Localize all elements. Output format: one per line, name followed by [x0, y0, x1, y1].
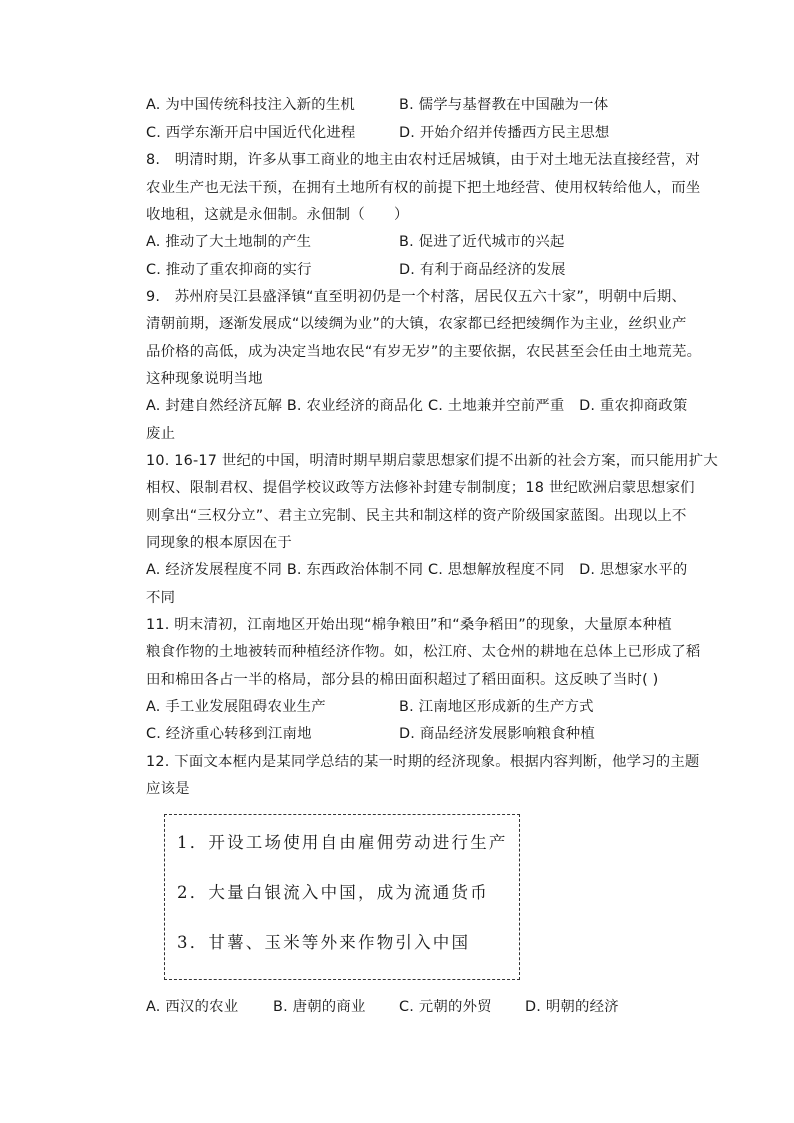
- q12-stem-line: 12. 下面文本框内是某同学总结的某一时期的经济现象。根据内容判断，他学习的主题: [146, 754, 700, 770]
- q11-option-a: A. 手工业发展阻碍农业生产: [146, 699, 326, 715]
- q10-stem-line: 10. 16-17 世纪的中国，明清时期早期启蒙思想家们提不出新的社会方案，而只能用扩大: [146, 453, 718, 469]
- q12-option-d: D. 明朝的经济: [525, 999, 619, 1015]
- q8-stem-line: 8. 明清时期，许多从事工商业的地主由农村迁居城镇，由于对土地无法直接经营，对: [146, 152, 700, 168]
- q9-stem-line: 清朝前期，逐渐发展成“以绫绸为业”的大镇，农家都已经把绫绸作为主业，丝织业产: [146, 316, 687, 332]
- q11-stem-line: 田和棉田各占一半的格局，部分县的棉田面积超过了稻田面积。这反映了当时( ): [146, 672, 659, 688]
- text-box-item: 1．开设工场使用自由雇佣劳动进行生产: [177, 833, 508, 852]
- text-box-item: 3．甘薯、玉米等外来作物引入中国: [177, 933, 471, 952]
- q11-stem-line: 11. 明末清初，江南地区开始出现“棉争粮田”和“桑争稻田”的现象，大量原本种植: [146, 617, 672, 633]
- q7-option-c: C. 西学东渐开启中国近代化进程: [146, 125, 356, 141]
- q12-stem-line: 应该是: [146, 781, 190, 797]
- q9-stem-line: 9. 苏州府吴江县盛泽镇“直至明初仍是一个村落，居民仅五六十家”，明朝中后期、: [146, 289, 687, 305]
- q9-stem-line: 品价格的高低，成为决定当地农民“有岁无岁”的主要依据，农民甚至会任由土地荒芜。: [146, 344, 702, 360]
- q10-options-line: A. 经济发展程度不同 B. 东西政治体制不同 C. 思想解放程度不同 D. 思想家水平的: [146, 562, 688, 578]
- q8-option-d: D. 有利于商品经济的发展: [399, 262, 566, 278]
- q10-options-line: 不同: [146, 590, 176, 606]
- q8-option-a: A. 推动了大土地制的产生: [146, 234, 312, 250]
- q12-option-c: C. 元朝的外贸: [399, 999, 492, 1015]
- q10-stem-line: 则拿出“三权分立”、君主立宪制、民主共和制这样的资产阶级国家蓝图。出现以上不: [146, 508, 687, 524]
- q10-stem-line: 同现象的根本原因在于: [146, 535, 292, 551]
- q11-option-c: C. 经济重心转移到江南地: [146, 726, 312, 742]
- q9-stem-line: 这种现象说明当地: [146, 371, 263, 387]
- q10-stem-line: 相权、限制君权、提倡学校议政等方法修补封建专制制度；18 世纪欧洲启蒙思想家们: [146, 480, 695, 496]
- q12-option-a: A. 西汉的农业: [146, 999, 239, 1015]
- q12-option-b: B. 唐朝的商业: [273, 999, 366, 1015]
- q7-option-d: D. 开始介绍并传播西方民主思想: [399, 125, 610, 141]
- q11-option-b: B. 江南地区形成新的生产方式: [399, 699, 594, 715]
- q8-stem-line: 收地租，这就是永佃制。永佃制（ ）: [146, 207, 409, 223]
- q7-option-b: B. 儒学与基督教在中国融为一体: [399, 97, 609, 113]
- dashed-text-box: [164, 814, 520, 980]
- q11-stem-line: 粮食作物的土地被转而种植经济作物。如，松江府、太仓州的耕地在总体上已形成了稻: [146, 644, 701, 660]
- q7-option-a: A. 为中国传统科技注入新的生机: [146, 97, 356, 113]
- q9-options-line: 废止: [146, 426, 176, 442]
- text-box-item: 2．大量白银流入中国，成为流通货币: [177, 883, 489, 902]
- q8-option-b: B. 促进了近代城市的兴起: [399, 234, 565, 250]
- q11-option-d: D. 商品经济发展影响粮食种植: [399, 726, 595, 742]
- q8-stem-line: 农业生产也无法干预，在拥有土地所有权的前提下把土地经营、使用权转给他人，而坐: [146, 180, 701, 196]
- q8-option-c: C. 推动了重农抑商的实行: [146, 262, 312, 278]
- q9-options-line: A. 封建自然经济瓦解 B. 农业经济的商品化 C. 土地兼并空前严重 D. 重农抑商政策: [146, 398, 688, 414]
